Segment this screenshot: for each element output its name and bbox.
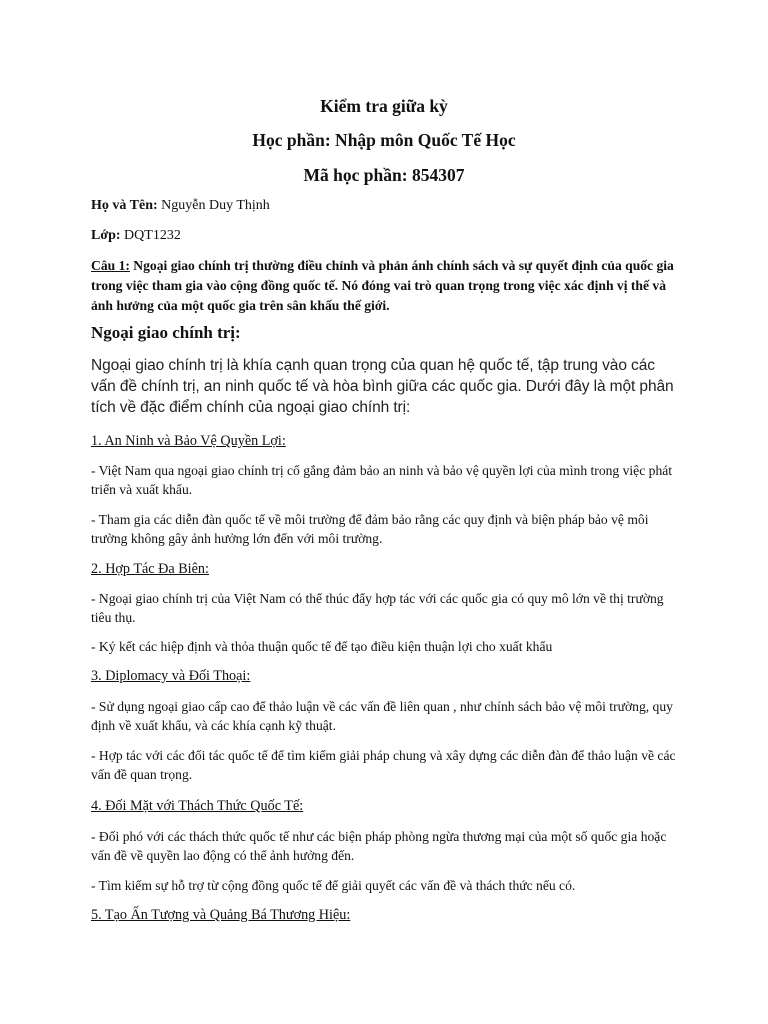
question-label: Câu 1:: [91, 258, 130, 273]
section-paragraph: - Ngoại giao chính trị của Việt Nam có thể thúc đẩy hợp tác với các quốc gia có quy mô lớn về thị trường tiêu thụ.: [91, 591, 664, 625]
course-code: Mã học phần: 854307: [303, 165, 465, 185]
class-label: Lớp:: [91, 228, 121, 243]
section-title: 4. Đối Mặt với Thách Thức Quốc Tế:: [91, 798, 304, 814]
section-paragraph: - Hợp tác với các đối tác quốc tế để tìm kiếm giải pháp chung và xây dựng các diễn đàn để thảo luận về các vấn đề quan trọng.: [91, 748, 676, 782]
section-paragraph: - Việt Nam qua ngoại giao chính trị cố gắng đảm bảo an ninh và bảo vệ quyền lợi của mình trong việc phát triển và xuất khẩu.: [91, 463, 673, 497]
question-text: Ngoại giao chính trị thường điều chỉnh và phản ánh chính sách và sự quyết định của quốc gia trong việc tham gia vào cộng đồng quốc tế. Nó đóng vai trò quan trọng trong việc xác định vị thế và ảnh hưởng của một quốc gia trên sân khấu thế giới.: [91, 258, 674, 313]
section-paragraph: - Đối phó với các thách thức quốc tế như các biện pháp phòng ngừa thương mại của một số quốc gia hoặc vấn đề về quyền lao động có thể ảnh hưởng đến.: [91, 829, 667, 863]
name-value: Nguyễn Duy Thịnh: [157, 198, 270, 213]
section-title: 1. An Ninh và Bảo Vệ Quyền Lợi:: [91, 433, 286, 449]
intro-paragraph: Ngoại giao chính trị là khía cạnh quan trọng của quan hệ quốc tế, tập trung vào các vấn đề chính trị, an ninh quốc tế và hòa bình giữa các quốc gia. Dưới đây là một phân tích về đặc điểm chính của ngoại giao chính trị:: [91, 357, 674, 416]
exam-title: Kiểm tra giữa kỳ: [320, 96, 448, 116]
section-paragraph: - Ký kết các hiệp định và thỏa thuận quốc tế để tạo điều kiện thuận lợi cho xuất khẩu: [91, 639, 553, 654]
section-paragraph: - Sử dụng ngoại giao cấp cao để thảo luận về các vấn đề liên quan , như chính sách bảo vệ môi trường, quy định về xuất khẩu, và các khía cạnh kỹ thuật.: [91, 699, 673, 733]
name-label: Họ và Tên:: [91, 198, 158, 213]
section-heading: Ngoại giao chính trị:: [91, 323, 241, 342]
section-title: 5. Tạo Ấn Tượng và Quảng Bá Thương Hiệu:: [91, 907, 351, 923]
student-name-line: [91, 197, 270, 215]
section-title: 3. Diplomacy và Đối Thoại:: [91, 668, 251, 684]
section-paragraph: - Tìm kiếm sự hỗ trợ từ cộng đồng quốc tế để giải quyết các vấn đề và thách thức nếu có.: [91, 878, 576, 893]
question-block: [91, 256, 681, 316]
class-value: DQT1232: [120, 228, 181, 243]
section-title: 2. Hợp Tác Đa Biên:: [91, 561, 209, 577]
student-class-line: [91, 227, 181, 245]
section-paragraph: - Tham gia các diễn đàn quốc tế về môi trường để đảm bảo rằng các quy định và biện pháp bảo vệ môi trường không gây ảnh hưởng lớn đến với môi trường.: [91, 512, 649, 546]
course-title: Học phần: Nhập môn Quốc Tế Học: [252, 130, 516, 150]
